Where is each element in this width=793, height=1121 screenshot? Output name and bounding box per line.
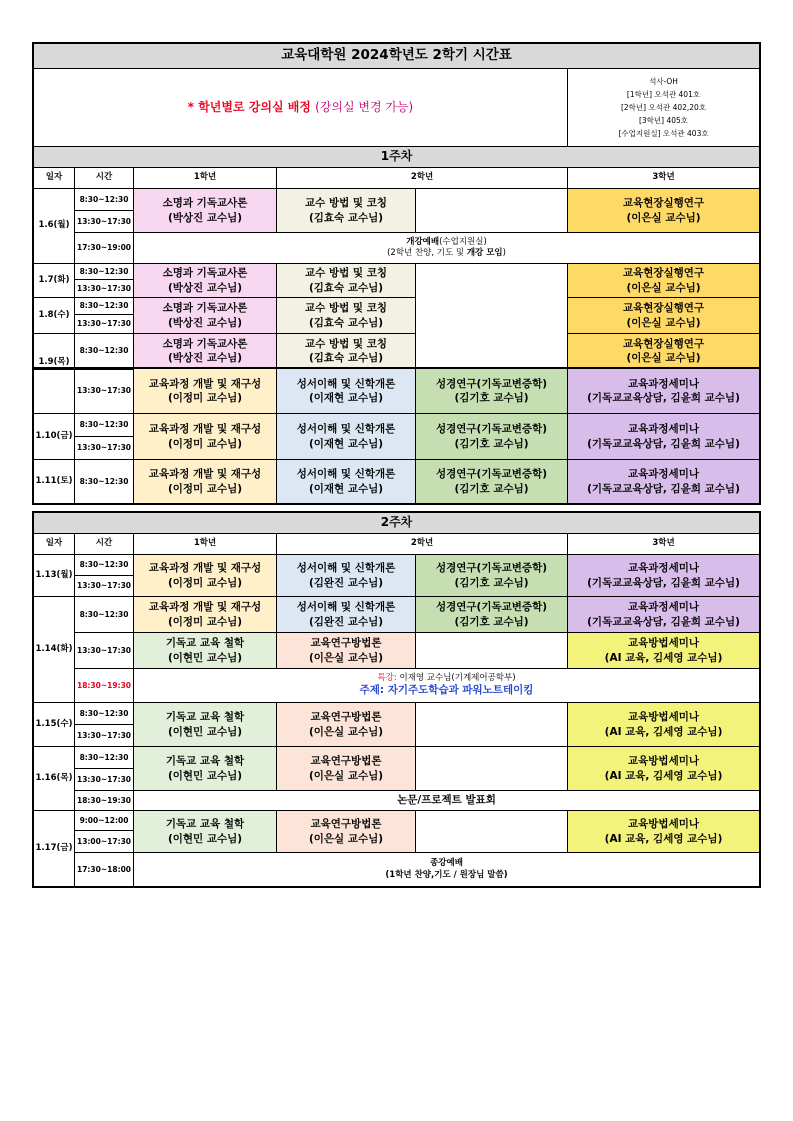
- course-cell: 교육현장실행연구 (이은실 교수님): [568, 298, 760, 334]
- date-cell: 1.7(화): [34, 264, 75, 298]
- header-year1: 1학년: [134, 534, 277, 555]
- room-line: [3학년] 405호: [638, 116, 689, 126]
- time-cell: 17:30~18:00: [75, 853, 134, 887]
- time-cell: 8:30~12:30: [75, 264, 134, 280]
- course-cell: 교수 방법 및 코칭 (김효숙 교수님): [277, 189, 416, 233]
- empty-cell: [416, 747, 568, 791]
- date-cell: 1.16(목): [34, 747, 75, 811]
- room-assignments: [568, 69, 760, 147]
- page-title: 교육대학원 2024학년도 2학기 시간표: [34, 44, 760, 69]
- course-cell: 교육과정세미나 (기독교교육상담, 김윤희 교수님): [568, 597, 760, 633]
- time-cell: 13:30~17:30: [75, 576, 134, 597]
- thesis-presentation: 논문/프로젝트 발표회: [134, 791, 760, 811]
- date-cell: 1.15(수): [34, 703, 75, 747]
- date-cell: 1.13(월): [34, 555, 75, 597]
- time-cell: 18:30~19:30: [75, 791, 134, 811]
- course-cell: 교육과정 개발 및 재구성 (이정미 교수님): [134, 369, 277, 414]
- course-cell: 성서이해 및 신학개론 (김완진 교수님): [277, 555, 416, 597]
- course-cell: 성경연구(기독교변증학) (김기호 교수님): [416, 597, 568, 633]
- room-line: 석사-OH: [649, 76, 678, 86]
- time-cell: 8:30~12:30: [75, 747, 134, 769]
- week-label: 2주차: [34, 513, 760, 534]
- course-cell: 성경연구(기독교변증학) (김기호 교수님): [416, 460, 568, 504]
- course-cell: 교육방법세미나 (AI 교육, 김세영 교수님): [568, 811, 760, 853]
- course-cell: 성경연구(기독교변증학) (김기호 교수님): [416, 555, 568, 597]
- time-cell: 13:30~17:30: [75, 769, 134, 791]
- date-cell: 1.11(토): [34, 460, 75, 504]
- time-cell: 8:30~12:30: [75, 460, 134, 504]
- course-cell: 성서이해 및 신학개론 (김완진 교수님): [277, 597, 416, 633]
- timetable-week1-cont: [33, 368, 760, 504]
- time-cell: 9:00~12:00: [75, 811, 134, 831]
- closing-service: 종강예배 (1학년 찬양,기도 / 원장님 말씀): [134, 853, 760, 887]
- header-date: 일자: [34, 168, 75, 189]
- course-cell: 기독교 교육 철학 (이현민 교수님): [134, 747, 277, 791]
- special-lecture: 특강: 이재영 교수님(기계제어공학부) 주제: 자기주도학습과 파워노트테이킹: [134, 669, 760, 703]
- timetable-week2: [33, 512, 760, 887]
- time-cell: 8:30~12:30: [75, 334, 134, 369]
- header-year3: 3학년: [568, 534, 760, 555]
- date-cell: [34, 369, 75, 414]
- date-cell: 1.17(금): [34, 811, 75, 887]
- opening-service: 개강예배(수업지원실) (2학년 찬양, 기도 및 개강 모임): [134, 233, 760, 264]
- course-cell: 성경연구(기독교변증학) (김기호 교수님): [416, 369, 568, 414]
- time-cell: 13:30~17:30: [75, 633, 134, 669]
- notice-paren: (강의실 변경 가능): [315, 99, 414, 114]
- course-cell: 소명과 기독교사론 (박상진 교수님): [134, 334, 277, 369]
- time-cell: 17:30~19:00: [75, 233, 134, 264]
- course-cell: 교육과정 개발 및 재구성 (이정미 교수님): [134, 460, 277, 504]
- course-cell: 교육방법세미나 (AI 교육, 김세영 교수님): [568, 747, 760, 791]
- room-notice: [34, 69, 568, 147]
- time-cell: 18:30~19:30: [75, 669, 134, 703]
- course-cell: 교육현장실행연구 (이은실 교수님): [568, 189, 760, 233]
- header-year3: 3학년: [568, 168, 760, 189]
- time-cell: 13:30~17:30: [75, 725, 134, 747]
- empty-cell: [416, 811, 568, 853]
- header-year1: 1학년: [134, 168, 277, 189]
- date-cell: 1.8(수): [34, 298, 75, 334]
- course-cell: 교육과정세미나 (기독교교육상담, 김윤희 교수님): [568, 555, 760, 597]
- course-cell: 교육과정세미나 (기독교교육상담, 김윤희 교수님): [568, 369, 760, 414]
- header-time: 시간: [75, 534, 134, 555]
- week-label: 1주차: [34, 147, 760, 168]
- time-cell: 13:30~17:30: [75, 280, 134, 298]
- empty-cell: [416, 264, 568, 369]
- time-cell: 13:30~17:30: [75, 315, 134, 334]
- course-cell: 교육과정 개발 및 재구성 (이정미 교수님): [134, 414, 277, 460]
- course-cell: 교수 방법 및 코칭 (김효숙 교수님): [277, 264, 416, 298]
- time-cell: 8:30~12:30: [75, 414, 134, 437]
- course-cell: 기독교 교육 철학 (이현민 교수님): [134, 703, 277, 747]
- time-cell: 13:30~17:30: [75, 369, 134, 414]
- empty-cell: [416, 703, 568, 747]
- empty-cell: [416, 189, 568, 233]
- course-cell: 소명과 기독교사론 (박상진 교수님): [134, 264, 277, 298]
- time-cell: 8:30~12:30: [75, 555, 134, 576]
- time-cell: 13:00~17:30: [75, 831, 134, 853]
- course-cell: 교육연구방법론 (이은실 교수님): [277, 747, 416, 791]
- course-cell: 교육연구방법론 (이은실 교수님): [277, 633, 416, 669]
- course-cell: 교육방법세미나 (AI 교육, 김세영 교수님): [568, 633, 760, 669]
- notice-main: * 학년별로 강의실 배정: [187, 99, 311, 114]
- date-cell: 1.9(목): [34, 334, 75, 369]
- time-cell: 13:30~17:30: [75, 437, 134, 460]
- course-cell: 기독교 교육 철학 (이현민 교수님): [134, 633, 277, 669]
- time-cell: 8:30~12:30: [75, 298, 134, 315]
- time-cell: 8:30~12:30: [75, 703, 134, 725]
- course-cell: 교육과정 개발 및 재구성 (이정미 교수님): [134, 597, 277, 633]
- course-cell: 교육연구방법론 (이은실 교수님): [277, 703, 416, 747]
- course-cell: 교육현장실행연구 (이은실 교수님): [568, 334, 760, 369]
- room-line: [2학년] 오석관 402,20호: [620, 102, 707, 112]
- course-cell: 교육과정세미나 (기독교교육상담, 김윤희 교수님): [568, 460, 760, 504]
- header-year2: 2학년: [277, 168, 568, 189]
- room-line: [1학년] 오석관 401호: [626, 89, 701, 99]
- date-cell: 1.10(금): [34, 414, 75, 460]
- course-cell: 교육과정 개발 및 재구성 (이정미 교수님): [134, 555, 277, 597]
- course-cell: 성서이해 및 신학개론 (이재현 교수님): [277, 369, 416, 414]
- timetable-week1: [33, 43, 760, 369]
- course-cell: 성경연구(기독교변증학) (김기호 교수님): [416, 414, 568, 460]
- empty-cell: [416, 633, 568, 669]
- course-cell: 성서이해 및 신학개론 (이재현 교수님): [277, 414, 416, 460]
- course-cell: 교수 방법 및 코칭 (김효숙 교수님): [277, 334, 416, 369]
- time-cell: 8:30~12:30: [75, 189, 134, 211]
- time-cell: 13:30~17:30: [75, 211, 134, 233]
- course-cell: 교육현장실행연구 (이은실 교수님): [568, 264, 760, 298]
- date-cell: 1.6(월): [34, 189, 75, 264]
- time-cell: 8:30~12:30: [75, 597, 134, 633]
- header-date: 일자: [34, 534, 75, 555]
- course-cell: 소명과 기독교사론 (박상진 교수님): [134, 189, 277, 233]
- course-cell: 소명과 기독교사론 (박상진 교수님): [134, 298, 277, 334]
- header-time: 시간: [75, 168, 134, 189]
- course-cell: 기독교 교육 철학 (이현민 교수님): [134, 811, 277, 853]
- date-cell: 1.14(화): [34, 597, 75, 703]
- course-cell: 교수 방법 및 코칭 (김효숙 교수님): [277, 298, 416, 334]
- room-line: [수업지원실] 오석관 403호: [618, 129, 709, 139]
- course-cell: 교육방법세미나 (AI 교육, 김세영 교수님): [568, 703, 760, 747]
- course-cell: 교육과정세미나 (기독교교육상담, 김윤희 교수님): [568, 414, 760, 460]
- course-cell: 교육연구방법론 (이은실 교수님): [277, 811, 416, 853]
- header-year2: 2학년: [277, 534, 568, 555]
- course-cell: 성서이해 및 신학개론 (이재현 교수님): [277, 460, 416, 504]
